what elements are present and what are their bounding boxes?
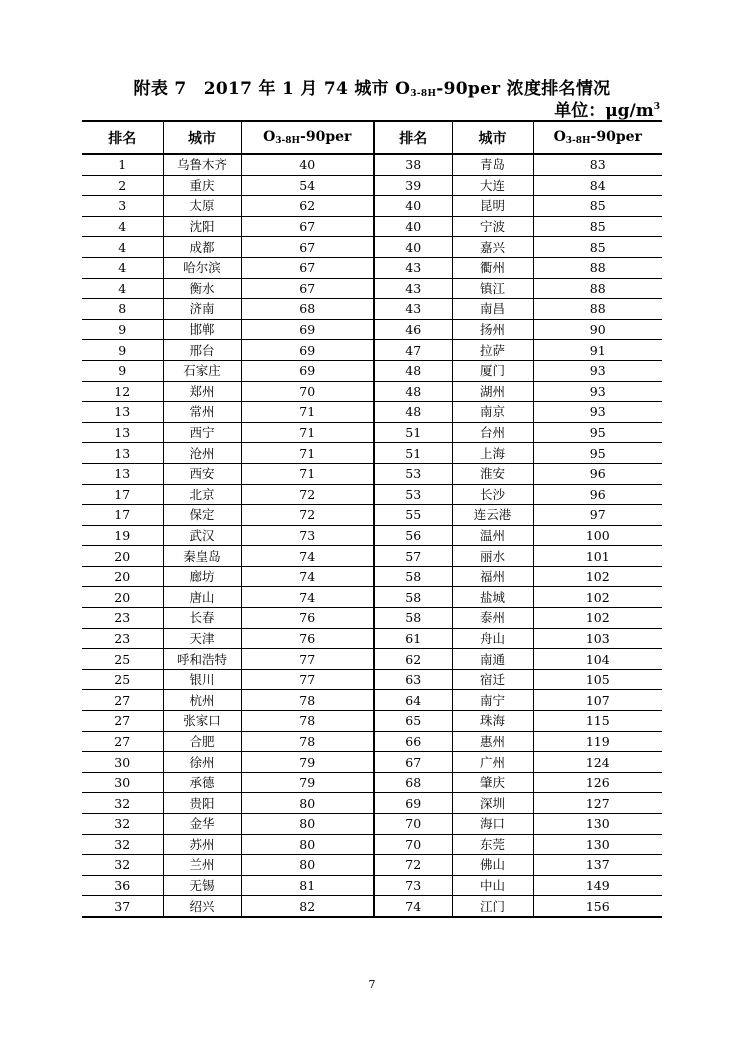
city-cell-left: 秦皇岛 [163,546,241,567]
city-cell-left: 邢台 [163,340,241,361]
value-cell-right: 91 [533,340,662,361]
table-row [82,505,662,526]
city-cell-right: 南京 [452,402,533,423]
table-row [82,340,662,361]
rank-cell-right: 51 [374,443,452,464]
value-cell-left: 69 [241,319,374,340]
value-cell-right: 149 [533,875,662,896]
city-cell-right: 青岛 [452,154,533,175]
table-row [82,711,662,732]
value-cell-right: 100 [533,525,662,546]
city-cell-left: 沧州 [163,443,241,464]
value-cell-right: 97 [533,505,662,526]
value-cell-right: 101 [533,546,662,567]
rank-cell-left: 9 [82,340,163,361]
table-row [82,278,662,299]
rank-cell-right: 64 [374,690,452,711]
rank-cell-right: 58 [374,566,452,587]
table-row [82,566,662,587]
rank-cell-left: 32 [82,855,163,876]
value-cell-right: 102 [533,587,662,608]
value-cell-right: 96 [533,463,662,484]
value-cell-left: 79 [241,772,374,793]
rank-cell-right: 48 [374,381,452,402]
rank-cell-left: 27 [82,711,163,732]
header-rank-left: 排名 [82,121,163,154]
city-cell-right: 嘉兴 [452,237,533,258]
value-cell-right: 107 [533,690,662,711]
value-cell-left: 67 [241,257,374,278]
value-cell-left: 67 [241,216,374,237]
value-cell-left: 78 [241,711,374,732]
city-cell-left: 兰州 [163,855,241,876]
rank-cell-right: 47 [374,340,452,361]
rank-cell-left: 13 [82,443,163,464]
table-row [82,587,662,608]
rank-cell-left: 25 [82,669,163,690]
table-row [82,608,662,629]
value-cell-right: 93 [533,381,662,402]
city-cell-right: 肇庆 [452,772,533,793]
table-row [82,154,662,175]
value-cell-left: 74 [241,566,374,587]
rank-cell-left: 1 [82,154,163,175]
city-cell-right: 南通 [452,649,533,670]
rank-cell-left: 30 [82,752,163,773]
city-cell-left: 承德 [163,772,241,793]
table-row [82,175,662,196]
rank-cell-right: 63 [374,669,452,690]
city-cell-left: 长春 [163,608,241,629]
rank-cell-left: 32 [82,814,163,835]
value-cell-right: 130 [533,834,662,855]
city-cell-left: 郑州 [163,381,241,402]
city-cell-right: 南昌 [452,299,533,320]
value-cell-right: 88 [533,257,662,278]
city-cell-right: 大连 [452,175,533,196]
city-cell-left: 无锡 [163,875,241,896]
city-cell-right: 丽水 [452,546,533,567]
rank-cell-left: 13 [82,463,163,484]
city-cell-right: 扬州 [452,319,533,340]
table-row [82,793,662,814]
city-cell-right: 海口 [452,814,533,835]
city-cell-left: 济南 [163,299,241,320]
table-row [82,196,662,217]
rank-cell-left: 20 [82,546,163,567]
rank-cell-left: 20 [82,566,163,587]
value-cell-left: 71 [241,402,374,423]
table-row [82,360,662,381]
city-cell-left: 银川 [163,669,241,690]
city-cell-left: 苏州 [163,834,241,855]
city-cell-right: 宁波 [452,216,533,237]
table-row [82,731,662,752]
rank-cell-right: 43 [374,278,452,299]
rank-cell-right: 48 [374,402,452,423]
rank-cell-left: 12 [82,381,163,402]
rank-cell-right: 51 [374,422,452,443]
rank-cell-right: 55 [374,505,452,526]
rank-cell-right: 38 [374,154,452,175]
rank-cell-right: 53 [374,484,452,505]
rank-cell-right: 48 [374,360,452,381]
value-cell-left: 71 [241,422,374,443]
value-cell-right: 115 [533,711,662,732]
table-row [82,257,662,278]
value-cell-left: 78 [241,690,374,711]
page-number: 7 [368,978,376,991]
city-cell-left: 呼和浩特 [163,649,241,670]
page-title: 附表 7 2017 年 1 月 74 城市 $O_{3-8H}-90per$ 浓度排名情况 [133,79,611,99]
table-row [82,772,662,793]
city-cell-left: 张家口 [163,711,241,732]
value-cell-right: 96 [533,484,662,505]
value-cell-right: 85 [533,196,662,217]
rank-cell-right: 70 [374,834,452,855]
rank-cell-left: 19 [82,525,163,546]
rank-cell-left: 23 [82,608,163,629]
value-cell-left: 71 [241,463,374,484]
value-cell-right: 124 [533,752,662,773]
city-cell-right: 厦门 [452,360,533,381]
city-cell-right: 东莞 [452,834,533,855]
rank-cell-right: 68 [374,772,452,793]
table-row [82,299,662,320]
value-cell-right: 88 [533,299,662,320]
city-cell-right: 舟山 [452,628,533,649]
value-cell-right: 102 [533,566,662,587]
value-cell-right: 105 [533,669,662,690]
city-cell-right: 盐城 [452,587,533,608]
city-cell-left: 石家庄 [163,360,241,381]
rank-cell-right: 43 [374,299,452,320]
rank-cell-right: 72 [374,855,452,876]
city-cell-left: 唐山 [163,587,241,608]
value-cell-right: 90 [533,319,662,340]
city-cell-left: 邯郸 [163,319,241,340]
value-cell-left: 73 [241,525,374,546]
value-cell-right: 104 [533,649,662,670]
value-cell-left: 77 [241,649,374,670]
rank-cell-left: 9 [82,360,163,381]
table-row [82,463,662,484]
city-cell-left: 北京 [163,484,241,505]
table-row [82,669,662,690]
value-cell-left: 82 [241,896,374,917]
table-row [82,546,662,567]
city-cell-right: 上海 [452,443,533,464]
rank-cell-left: 27 [82,690,163,711]
table-row [82,855,662,876]
value-cell-right: 84 [533,175,662,196]
rank-cell-right: 40 [374,196,452,217]
value-cell-left: 40 [241,154,374,175]
value-cell-left: 79 [241,752,374,773]
rank-cell-left: 4 [82,257,163,278]
value-cell-right: 95 [533,422,662,443]
rank-cell-left: 9 [82,319,163,340]
city-cell-right: 拉萨 [452,340,533,361]
value-cell-right: 119 [533,731,662,752]
rank-cell-right: 43 [374,257,452,278]
city-cell-left: 金华 [163,814,241,835]
rank-cell-left: 30 [82,772,163,793]
city-cell-left: 贵阳 [163,793,241,814]
value-cell-left: 71 [241,443,374,464]
city-cell-left: 哈尔滨 [163,257,241,278]
table-row [82,484,662,505]
value-cell-left: 74 [241,546,374,567]
rank-cell-right: 58 [374,587,452,608]
value-cell-right: 95 [533,443,662,464]
rank-cell-right: 46 [374,319,452,340]
table-row [82,814,662,835]
table-row [82,402,662,423]
value-cell-right: 88 [533,278,662,299]
rank-cell-left: 2 [82,175,163,196]
city-cell-left: 廊坊 [163,566,241,587]
value-cell-left: 67 [241,237,374,258]
value-cell-left: 62 [241,196,374,217]
header-city-right: 城市 [452,121,533,154]
city-cell-right: 长沙 [452,484,533,505]
rank-cell-right: 57 [374,546,452,567]
rank-cell-right: 74 [374,896,452,917]
value-cell-left: 68 [241,299,374,320]
rank-cell-left: 13 [82,402,163,423]
header-o3-left: $O_{3-8H}-90per$ [241,121,374,154]
city-cell-left: 衡水 [163,278,241,299]
city-cell-right: 泰州 [452,608,533,629]
table-row [82,834,662,855]
table-row [82,381,662,402]
city-cell-left: 西安 [163,463,241,484]
table-row [82,525,662,546]
value-cell-left: 72 [241,484,374,505]
value-cell-right: 85 [533,237,662,258]
rank-cell-left: 36 [82,875,163,896]
city-cell-right: 连云港 [452,505,533,526]
city-cell-left: 保定 [163,505,241,526]
rank-cell-right: 66 [374,731,452,752]
city-cell-left: 重庆 [163,175,241,196]
rank-cell-left: 13 [82,422,163,443]
city-cell-right: 镇江 [452,278,533,299]
table-row [82,752,662,773]
value-cell-left: 78 [241,731,374,752]
rank-cell-left: 4 [82,216,163,237]
rank-cell-left: 32 [82,834,163,855]
city-cell-left: 西宁 [163,422,241,443]
value-cell-left: 80 [241,793,374,814]
value-cell-left: 80 [241,814,374,835]
table-row [82,237,662,258]
table-row [82,422,662,443]
city-cell-left: 成都 [163,237,241,258]
value-cell-left: 81 [241,875,374,896]
value-cell-right: 127 [533,793,662,814]
rank-cell-left: 37 [114,898,131,914]
value-cell-left: 54 [241,175,374,196]
value-cell-left: 76 [241,628,374,649]
value-cell-left: 69 [241,360,374,381]
rank-cell-right: 65 [374,711,452,732]
table-row [82,443,662,464]
rank-cell-left: 4 [82,237,163,258]
rank-cell-right: 58 [374,608,452,629]
rank-cell-left: 25 [82,649,163,670]
value-cell-right: 93 [533,402,662,423]
table-row [82,875,662,896]
rank-cell-left: 17 [82,505,163,526]
city-cell-left: 太原 [163,196,241,217]
rank-cell-right: 61 [374,628,452,649]
rank-cell-right: 69 [374,793,452,814]
rank-cell-left: 23 [82,628,163,649]
value-cell-left: 72 [241,505,374,526]
rank-cell-left: 20 [82,587,163,608]
rank-cell-right: 53 [374,463,452,484]
city-cell-left: 沈阳 [163,216,241,237]
table-row [82,690,662,711]
city-cell-right: 江门 [452,896,533,917]
rank-cell-left: 17 [82,484,163,505]
city-cell-left: 常州 [163,402,241,423]
city-cell-right: 南宁 [452,690,533,711]
rank-cell-right: 39 [374,175,452,196]
city-cell-right: 深圳 [452,793,533,814]
city-cell-right: 广州 [452,752,533,773]
table-row [82,896,662,917]
value-cell-right: 85 [533,216,662,237]
city-cell-left: 徐州 [163,752,241,773]
value-cell-right: 102 [533,608,662,629]
city-cell-right: 昆明 [452,196,533,217]
rank-cell-right: 67 [374,752,452,773]
header-city-left: 城市 [163,121,241,154]
value-cell-right: 83 [533,154,662,175]
rank-cell-left: 27 [82,731,163,752]
value-cell-left: 80 [241,834,374,855]
rank-cell-right: 73 [374,875,452,896]
table-row [82,216,662,237]
rank-cell-left: 8 [82,299,163,320]
city-cell-right: 福州 [452,566,533,587]
value-cell-right: 137 [533,855,662,876]
city-cell-left: 杭州 [163,690,241,711]
ranking-table [82,120,662,918]
rank-cell-right: 70 [374,814,452,835]
city-cell-right: 湖州 [452,381,533,402]
value-cell-right: 93 [533,360,662,381]
table-row [82,649,662,670]
value-cell-left: 77 [241,669,374,690]
unit-label: 单位：$\mu g/m^3$ [554,101,660,121]
value-cell-left: 70 [241,381,374,402]
city-cell-left: 武汉 [163,525,241,546]
value-cell-left: 76 [241,608,374,629]
table-row [82,319,662,340]
table-body [82,154,662,917]
value-cell-right: 130 [533,814,662,835]
rank-cell-left: 4 [82,278,163,299]
city-cell-left: 乌鲁木齐 [163,154,241,175]
rank-cell-right: 40 [374,237,452,258]
rank-cell-right: 62 [374,649,452,670]
header-o3-right: $O_{3-8H}-90per$ [533,121,662,154]
city-cell-right: 中山 [452,875,533,896]
rank-cell-right: 40 [374,216,452,237]
rank-cell-left: 32 [82,793,163,814]
header-row [82,121,662,154]
header-rank-right: 排名 [374,121,452,154]
value-cell-right: 103 [533,628,662,649]
city-cell-left: 绍兴 [163,896,241,917]
value-cell-right: 156 [533,896,662,917]
value-cell-left: 69 [241,340,374,361]
city-cell-right: 惠州 [452,731,533,752]
table-row [82,628,662,649]
value-cell-right: 126 [533,772,662,793]
city-cell-right: 宿迁 [452,669,533,690]
rank-cell-left: 3 [82,196,163,217]
city-cell-right: 温州 [452,525,533,546]
value-cell-left: 74 [241,587,374,608]
city-cell-right: 淮安 [452,463,533,484]
value-cell-left: 67 [241,278,374,299]
city-cell-right: 佛山 [452,855,533,876]
city-cell-right: 台州 [452,422,533,443]
rank-cell-right: 56 [374,525,452,546]
city-cell-left: 天津 [163,628,241,649]
city-cell-right: 衢州 [452,257,533,278]
city-cell-left: 合肥 [163,731,241,752]
city-cell-right: 珠海 [452,711,533,732]
value-cell-left: 80 [241,855,374,876]
